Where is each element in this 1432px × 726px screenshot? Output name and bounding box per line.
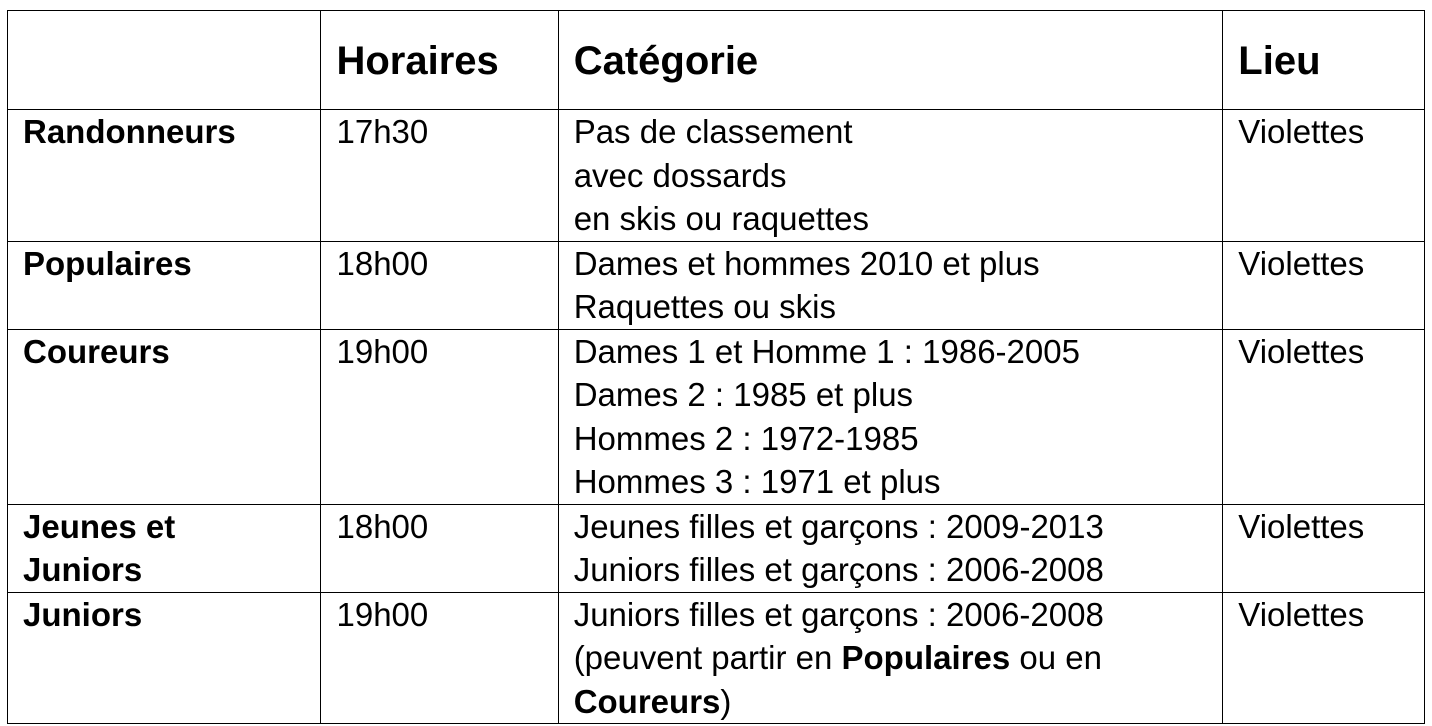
category-line: Coureurs) bbox=[573, 682, 732, 720]
category-line: Dames 2 : 1985 et plus bbox=[573, 376, 914, 413]
header-categorie: Catégorie bbox=[558, 11, 1223, 110]
category-line: Hommes 2 : 1972-1985 bbox=[573, 419, 919, 457]
row-place: Violettes bbox=[1223, 329, 1425, 504]
table-header-row bbox=[8, 11, 1425, 110]
row-category bbox=[558, 592, 1223, 724]
category-line: Raquettes ou skis bbox=[573, 288, 836, 325]
table-row bbox=[8, 241, 1425, 329]
row-name: Coureurs bbox=[8, 329, 321, 504]
row-time: 18h00 bbox=[321, 504, 558, 592]
category-line: Juniors filles et garçons : 2006-2008 bbox=[573, 551, 1104, 588]
header-horaires: Horaires bbox=[321, 11, 558, 110]
row-time: 19h00 bbox=[321, 329, 558, 504]
table-row bbox=[8, 329, 1425, 504]
category-line: Dames 1 et Homme 1 : 1986-2005 bbox=[573, 332, 1080, 370]
header-empty-cell bbox=[8, 11, 321, 110]
table-row bbox=[8, 110, 1425, 242]
category-line: Dames et hommes 2010 et plus bbox=[573, 244, 1040, 282]
category-line: en skis ou raquettes bbox=[573, 200, 870, 237]
row-time: 19h00 bbox=[321, 592, 558, 724]
row-name: Jeunes et Juniors bbox=[8, 504, 321, 592]
category-line: Jeunes filles et garçons : 2009-2013 bbox=[573, 507, 1104, 545]
row-name: Juniors bbox=[8, 592, 321, 724]
bold-coureurs: Coureurs bbox=[573, 682, 721, 720]
row-name: Populaires bbox=[8, 241, 321, 329]
table-row bbox=[8, 592, 1425, 724]
category-line: (peuvent partir en Populaires ou en bbox=[573, 639, 1102, 676]
bold-populaires: Populaires bbox=[841, 639, 1011, 676]
row-place: Violettes bbox=[1223, 110, 1425, 242]
row-time: 17h30 bbox=[321, 110, 558, 242]
category-line: avec dossards bbox=[573, 156, 787, 194]
row-name: Randonneurs bbox=[8, 110, 321, 242]
row-place: Violettes bbox=[1223, 592, 1425, 724]
category-line: Pas de classement bbox=[573, 113, 853, 150]
row-time: 18h00 bbox=[321, 241, 558, 329]
table-row bbox=[8, 504, 1425, 592]
row-category bbox=[558, 241, 1223, 329]
row-category bbox=[558, 110, 1223, 242]
row-category bbox=[558, 329, 1223, 504]
row-place: Violettes bbox=[1223, 241, 1425, 329]
category-line: Juniors filles et garçons : 2006-2008 bbox=[573, 595, 1104, 633]
row-place: Violettes bbox=[1223, 504, 1425, 592]
category-line: Hommes 3 : 1971 et plus bbox=[573, 463, 941, 500]
schedule-table bbox=[7, 10, 1425, 724]
header-lieu: Lieu bbox=[1223, 11, 1425, 110]
row-category bbox=[558, 504, 1223, 592]
